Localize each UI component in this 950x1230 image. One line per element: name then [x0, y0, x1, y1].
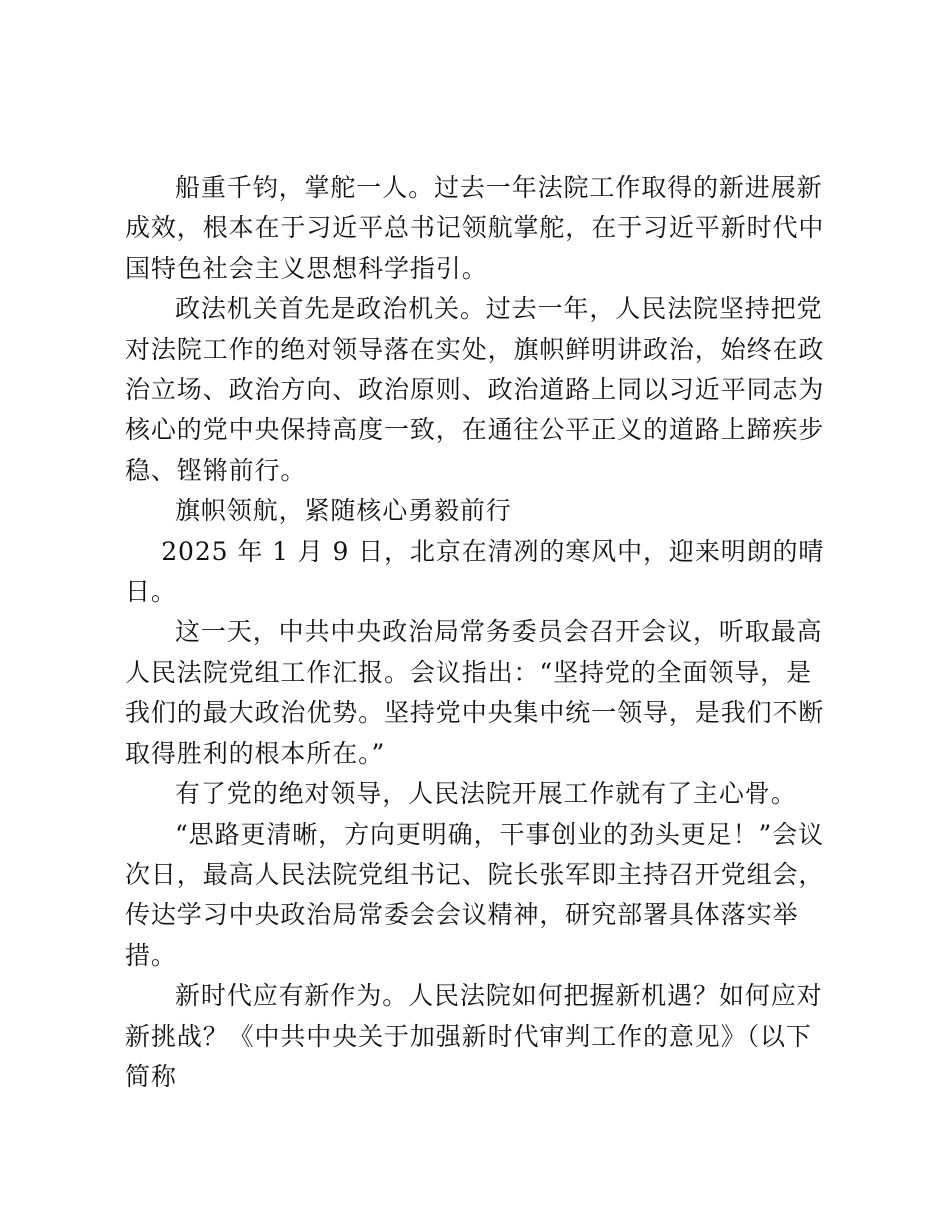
paragraph-leadership: 有了党的绝对领导，人民法院开展工作就有了主心骨。 [175, 779, 797, 809]
paragraph-party-meeting: “思路更清晰，方向更明确，干事创业的劲头更足！”会议次日，最高人民法院党组书记、院长张军即主持召开党组会，传达学习中央政治局常委会会议精神，研究部署具体落实举措。 [125, 819, 825, 970]
document-body [125, 168, 830, 1097]
paragraph-political-organ: 政法机关首先是政治机关。过去一年，人民法院坚持把党对法院工作的绝对领导落在实处，旗帜鲜明讲政治，始终在政治立场、政治方向、政治原则、政治道路上同以习近平同志为核心的党中央保持高度一致，在通往公平正义的道路上蹄疾步稳、铿锵前行。 [125, 294, 825, 485]
paragraph-new-era: 新时代应有新作为。人民法院如何把握新机遇？如何应对新挑战？《中共中央关于加强新时代审判工作的意见》（以下简称 [125, 981, 823, 1091]
section-heading: 旗帜领航，紧随核心勇毅前行 [175, 496, 512, 526]
paragraph-meeting: 这一天，中共中央政治局常务委员会召开会议，听取最高人民法院党组工作汇报。会议指出：“坚持党的全面领导，是我们的最大政治优势。坚持党中央集中统一领导，是我们不断取得胜利的根本所在。” [125, 617, 825, 768]
paragraph-dateline: 2025 年 1 月 9 日，北京在清冽的寒风中，迎来明朗的晴日。 [125, 536, 825, 607]
paragraph-helm: 船重千钧，掌舵一人。过去一年法院工作取得的新进展新成效，根本在于习近平总书记领航掌舵，在于习近平新时代中国特色社会主义思想科学指引。 [125, 173, 825, 283]
